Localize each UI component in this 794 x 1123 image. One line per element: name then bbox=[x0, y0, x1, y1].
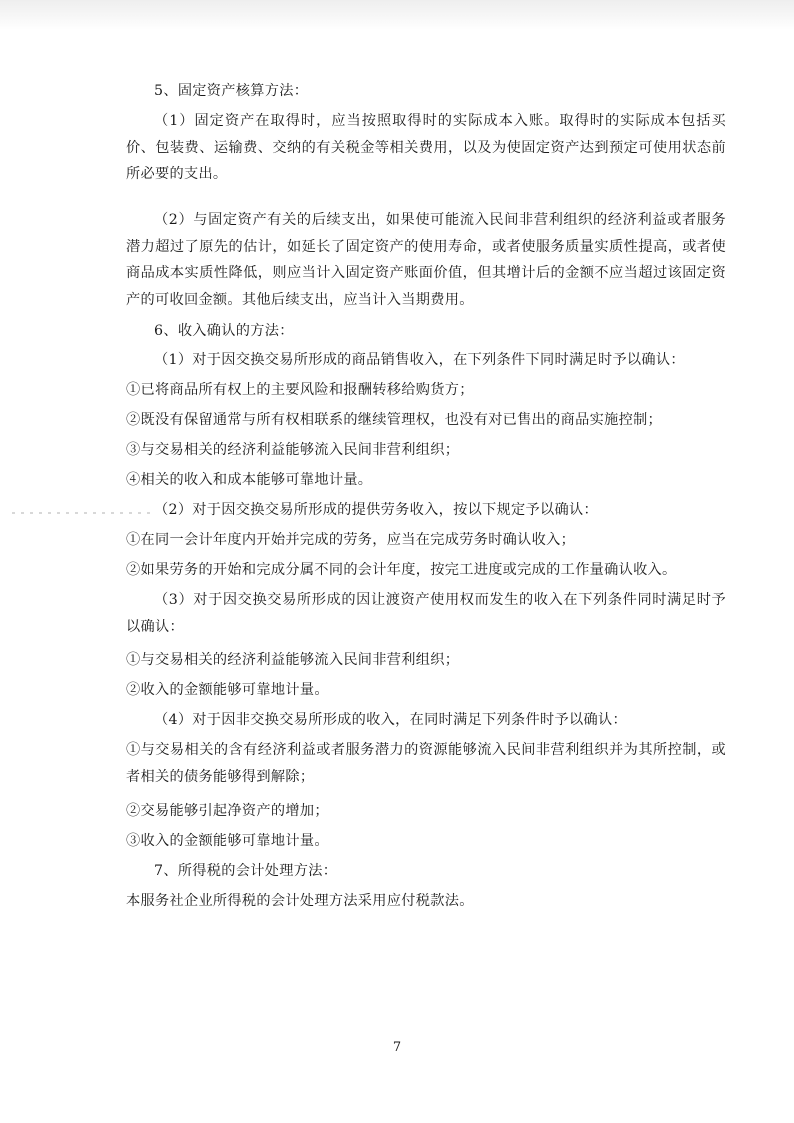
list-item-no-management-control: ②既没有保留通常与所有权相联系的继续管理权，也没有对已售出的商品实施控制； bbox=[126, 412, 663, 428]
paragraph-fixed-asset-subsequent-expenditure: （2）与固定资产有关的后续支出，如果使可能流入民间非营利组织的经济利益或者服务潜力超过了原先的估计，如延长了固定资产的使用寿命，或者使服务质量实质性提高，或者使商品成本实质性降低，则应当计入固定资产账面价值，但其增计后的金额不应当超过该固定资产的可收回金额。其他后续支出，应当计入当期费用。 bbox=[126, 212, 726, 308]
section-heading-revenue-recognition: 6、收入确认的方法： bbox=[154, 323, 294, 339]
list-item-economic-benefit-inflow: ③与交易相关的经济利益能够流入民间非营利组织； bbox=[126, 442, 460, 458]
list-item-resource-control: ①与交易相关的含有经济利益或者服务潜力的资源能够流入民间非营利组织并为其所控制，或者相关的债务能够得到解除； bbox=[126, 742, 726, 785]
paragraph-non-exchange-revenue: （4）对于因非交换交易所形成的收入，在同时满足下列条件时予以确认： bbox=[154, 712, 627, 728]
paragraph-asset-use-revenue: （3）对于因交换交易所形成的因让渡资产使用权而发生的收入在下列条件同时满足时予以确认： bbox=[126, 592, 726, 635]
list-item-cross-year-service: ②如果劳务的开始和完成分属不同的会计年度，按完工进度或完成的工作量确认收入。 bbox=[126, 562, 677, 578]
paragraph-fixed-asset-initial-cost: （1）固定资产在取得时，应当按照取得时的实际成本入账。取得时的实际成本包括买价、包装费、运输费、交纳的有关税金等相关费用，以及为使固定资产达到预定可使用状态前所必要的支出。 bbox=[126, 113, 726, 182]
paragraph-service-revenue: （2）对于因交换交易所形成的提供劳务收入，按以下规定予以确认： bbox=[154, 502, 598, 518]
list-item-risk-transfer: ①已将商品所有权上的主要风险和报酬转移给购货方； bbox=[126, 382, 474, 398]
list-item-asset-use-benefit-inflow: ①与交易相关的经济利益能够流入民间非营利组织； bbox=[126, 652, 460, 668]
list-item-net-asset-increase: ②交易能够引起净资产的增加； bbox=[126, 803, 329, 819]
paragraph-income-tax-method: 本服务社企业所得税的会计处理方法采用应付税款法。 bbox=[126, 893, 474, 909]
list-item-asset-use-reliable-measurement: ②收入的金额能够可靠地计量。 bbox=[126, 682, 329, 698]
section-heading-fixed-assets: 5、固定资产核算方法： bbox=[154, 83, 309, 99]
section-heading-income-tax: 7、所得税的会计处理方法： bbox=[154, 863, 338, 879]
scan-edge-shadow bbox=[0, 0, 794, 30]
list-item-reliable-measurement: ④相关的收入和成本能够可靠地计量。 bbox=[126, 472, 373, 488]
list-item-non-exchange-reliable-measurement: ③收入的金额能够可靠地计量。 bbox=[126, 833, 329, 849]
page-number: 7 bbox=[392, 1040, 402, 1055]
list-item-same-year-service: ①在同一会计年度内开始并完成的劳务，应当在完成劳务时确认收入； bbox=[126, 532, 576, 548]
paragraph-exchange-sales-revenue: （1）对于因交换交易所形成的商品销售收入，在下列条件下同时满足时予以确认： bbox=[154, 352, 685, 368]
